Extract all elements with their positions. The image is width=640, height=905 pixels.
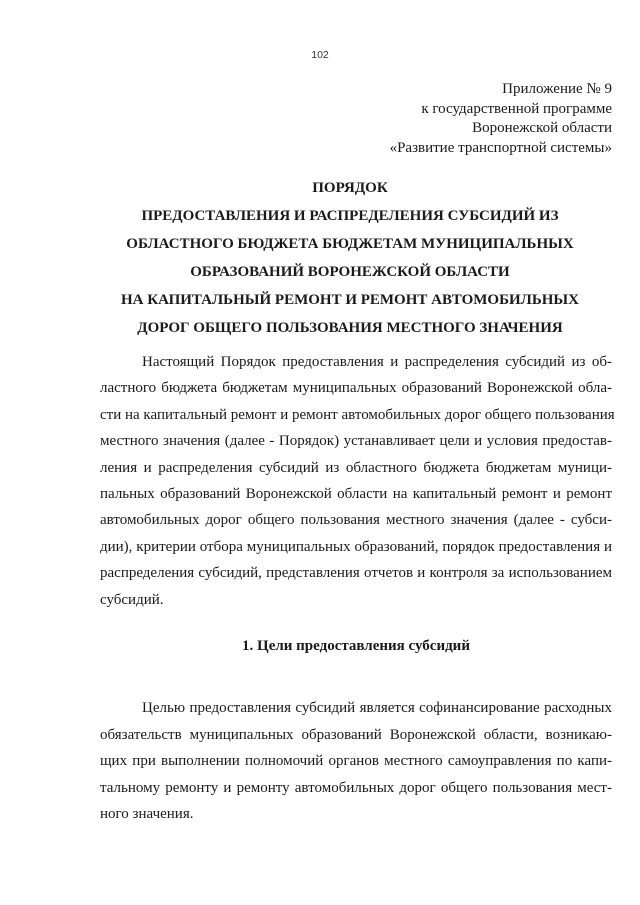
text-line: пальных образований Воронежской области на капитальный ремонт и ремонт <box>100 486 612 503</box>
text-line: дии), критерии отбора муниципальных образований, порядок предоставления и <box>100 538 612 555</box>
text-line: субсидий. <box>100 591 164 608</box>
text-line: автомобильных дорог общего пользования местного значения (далее - субси- <box>100 512 612 529</box>
text-line: распределения субсидий, представления отчетов и контроля за использованием <box>100 565 612 582</box>
title-line: ОБРАЗОВАНИЙ ВОРОНЕЖСКОЙ ОБЛАСТИ <box>190 264 510 280</box>
text-line: обязательств муниципальных образований Воронежской области, возникаю- <box>100 726 612 743</box>
text-line: ного значения. <box>100 806 194 822</box>
title-line: ДОРОГ ОБЩЕГО ПОЛЬЗОВАНИЯ МЕСТНОГО ЗНАЧЕНИЯ <box>137 320 563 336</box>
appendix-line: Приложение № 9 <box>502 81 612 97</box>
title-line: ПОРЯДОК <box>312 180 388 196</box>
text-line: тальному ремонту и ремонту автомобильных дорог общего пользования мест- <box>100 779 612 796</box>
appendix-line: Воронежской области <box>472 120 612 136</box>
text-line: ления и распределения субсидий из областного бюджета бюджетам муници- <box>100 459 612 476</box>
appendix-line: «Развитие транспортной системы» <box>389 139 612 156</box>
text-line: ластного бюджета бюджетам муниципальных образований Воронежской обла- <box>100 380 612 397</box>
appendix-line: к государственной программе <box>421 100 612 117</box>
text-line: щих при выполнении полномочий органов местного самоуправления по капи- <box>100 753 612 769</box>
title-line: ОБЛАСТНОГО БЮДЖЕТА БЮДЖЕТАМ МУНИЦИПАЛЬНЫХ <box>126 236 574 252</box>
text-line: местного значения (далее - Порядок) устанавливает цели и условия предостав- <box>100 433 612 450</box>
page-number: 102 <box>311 49 329 61</box>
appendix-block <box>390 80 612 158</box>
title-line: НА КАПИТАЛЬНЫЙ РЕМОНТ И РЕМОНТ АВТОМОБИЛЬНЫХ <box>120 292 579 308</box>
text-line: Настоящий Порядок предоставления и распределения субсидий из об- <box>142 354 612 370</box>
text-line: сти на капитальный ремонт и ремонт автомобильных дорог общего пользования <box>100 406 615 423</box>
document-title <box>80 174 620 342</box>
intro-paragraph <box>100 349 615 613</box>
section-paragraph <box>100 695 612 828</box>
section-heading: 1. Цели предоставления субсидий <box>242 638 470 654</box>
title-line: ПРЕДОСТАВЛЕНИЯ И РАСПРЕДЕЛЕНИЯ СУБСИДИЙ ИЗ <box>141 208 559 224</box>
text-line: Целью предоставления субсидий является софинансирование расходных <box>142 700 612 716</box>
